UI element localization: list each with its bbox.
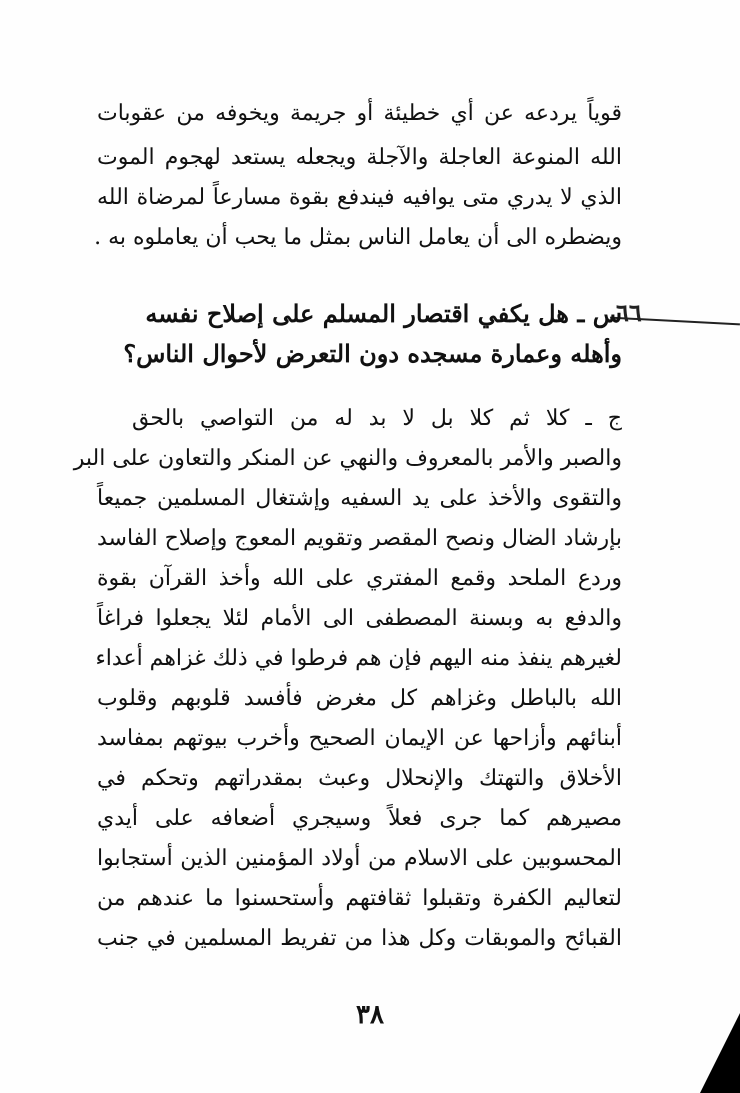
answer-line-10: الأخلاق والتهتك والإنحلال وعبث بمقدراتهم وتحكم في: [97, 766, 622, 791]
answer-line-2: والصبر والأمر بالمعروف والنهي عن المنكر والتعاون على البر: [73, 446, 622, 471]
question-heading-line-2: وأهله وعمارة مسجده دون التعرض لأحوال الناس؟: [123, 339, 622, 368]
answer-line-4: بإرشاد الضال ونصح المقصر وتقويم المعوج وإصلاح الفاسد: [97, 526, 622, 551]
question-heading-line-1: س ـ هل يكفي اقتصار المسلم على إصلاح نفسه: [145, 299, 622, 328]
handwritten-question-number: ٦٦: [616, 298, 642, 327]
page-number: ٣٨: [356, 1000, 384, 1030]
paragraph-1-line-3: الذي لا يدري متى يوافيه فيندفع بقوة مسارعاً لمرضاة الله: [97, 185, 622, 210]
answer-line-13: لتعاليم الكفرة وتقبلوا ثقافتهم وأستحسنوا ما عندهم من: [97, 886, 622, 911]
answer-line-6: والدفع به وبسنة المصطفى الى الأمام لئلا يجعلوا فراغاً: [97, 606, 622, 631]
scan-edge-shadow: [680, 1013, 740, 1093]
paragraph-1-line-1: قوياً يردعه عن أي خطيئة أو جريمة ويخوفه من عقوبات: [97, 101, 622, 126]
answer-line-12: المحسوبين على الاسلام من أولاد المؤمنين الذين أستجابوا: [97, 846, 622, 871]
answer-line-5: وردع الملحد وقمع المفتري على الله وأخذ القرآن بقوة: [97, 566, 622, 591]
answer-line-9: أبنائهم وأزاحها عن الإيمان الصحيح وأخرب بيوتهم بمفاسد: [97, 726, 622, 751]
answer-line-11: مصيرهم كما جرى فعلاً وسيجري أضعافه على أيدي: [97, 806, 622, 831]
paragraph-1-line-2: الله المنوعة العاجلة والآجلة ويجعله يستعد لهجوم الموت: [97, 145, 622, 170]
answer-line-3: والتقوى والأخذ على يد السفيه وإشتغال المسلمين جميعاً: [97, 486, 622, 511]
answer-line-8: الله بالباطل وغزاهم كل مغرض فأفسد قلوبهم وقلوب: [97, 686, 622, 711]
answer-line-1: ج ـ كلا ثم كلا بل لا بد له من التواصي بالحق: [132, 406, 622, 431]
paragraph-1-line-4: ويضطره الى أن يعامل الناس بمثل ما يحب أن يعاملوه به .: [94, 225, 622, 250]
answer-line-14: القبائح والموبقات وكل هذا من تفريط المسلمين في جنب: [97, 926, 622, 951]
answer-line-7: لغيرهم ينفذ منه اليهم فإن هم فرطوا في ذلك غزاهم أعداء: [95, 646, 622, 671]
